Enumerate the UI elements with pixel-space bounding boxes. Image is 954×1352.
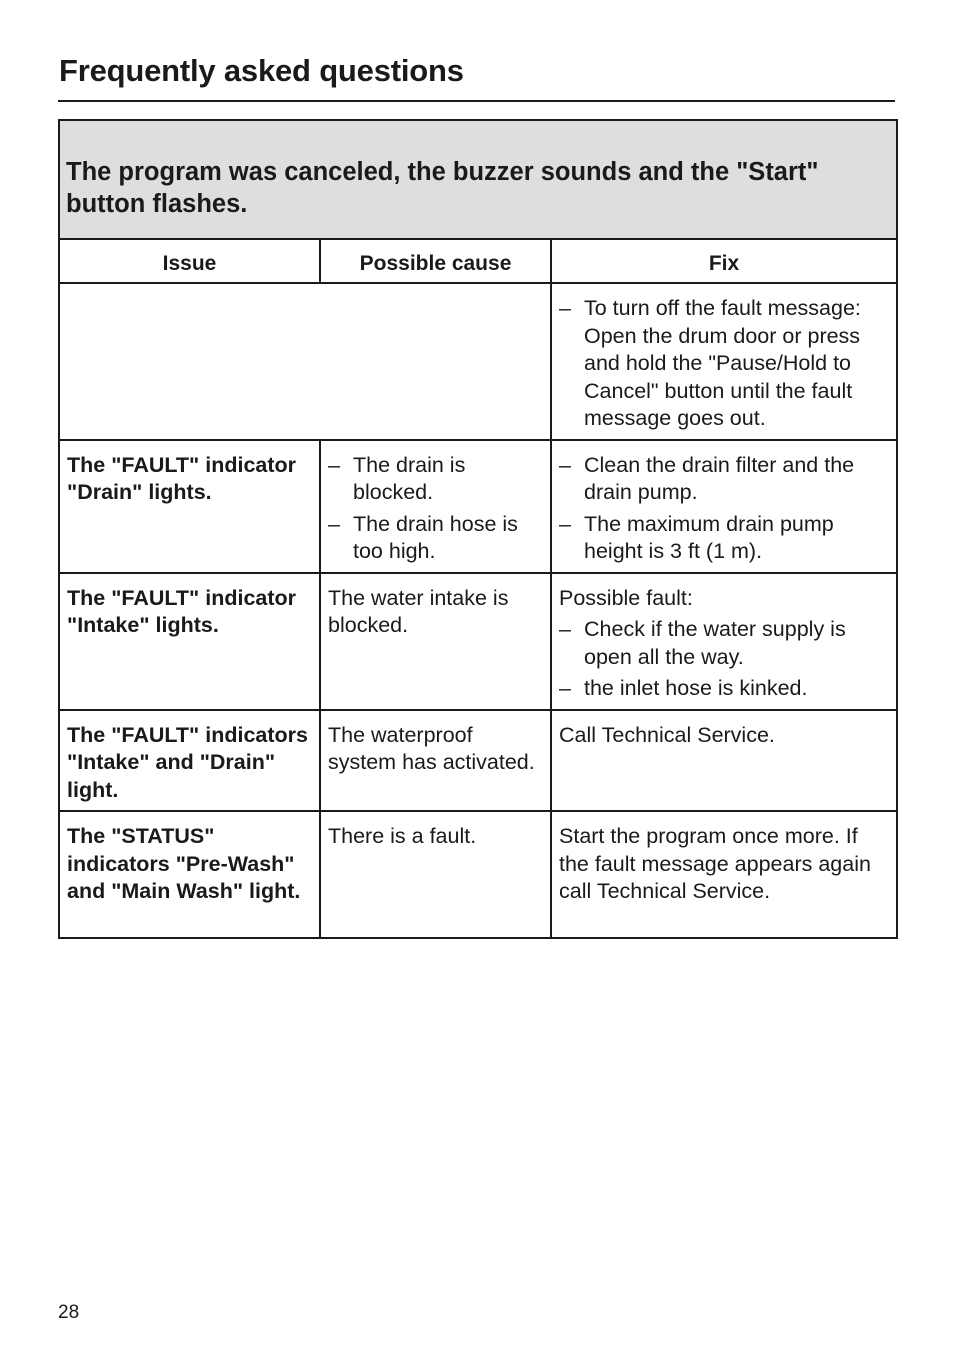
issue-cell: The "FAULT" indicator "Drain" lights. xyxy=(59,440,320,573)
list-item: – Clean the drain filter and the drain pump. xyxy=(559,452,890,507)
table-row xyxy=(59,440,897,573)
cause-cell: The waterproof system has activated. xyxy=(320,710,551,812)
fix-cell xyxy=(551,283,897,440)
page-title: Frequently asked questions xyxy=(59,53,464,88)
cause-cell: There is a fault. xyxy=(320,811,551,938)
fix-list xyxy=(559,616,890,703)
banner-row xyxy=(59,120,897,239)
list-item: – The drain hose is too high. xyxy=(328,511,544,566)
page-number: 28 xyxy=(58,1302,80,1323)
fix-intro: Possible fault: xyxy=(559,585,693,610)
column-header-issue: Issue xyxy=(59,239,320,283)
list-item: – To turn off the fault message: Open the drum door or press and hold the "Pause/Hold to Cancel" button until the fault message goes out. xyxy=(559,295,890,433)
table-row xyxy=(59,710,897,812)
cause-cell: The water intake is blocked. xyxy=(320,573,551,710)
cause-cell xyxy=(320,440,551,573)
list-item: – Check if the water supply is open all the way. xyxy=(559,616,890,671)
issue-cell: The "FAULT" indicators "Intake" and "Drain" light. xyxy=(59,710,320,812)
table-row-general xyxy=(59,283,897,440)
problem-banner xyxy=(59,120,897,239)
faq-table xyxy=(58,119,898,939)
fix-list xyxy=(559,452,890,566)
list-item: – The maximum drain pump height is 3 ft (1 m). xyxy=(559,511,890,566)
list-item: – The drain is blocked. xyxy=(328,452,544,507)
issue-cell: The "FAULT" indicator "Intake" lights. xyxy=(59,573,320,710)
fix-list xyxy=(559,295,890,433)
issue-cell: The "STATUS" indicators "Pre-Wash" and "Main Wash" light. xyxy=(59,811,320,938)
fix-cell xyxy=(551,440,897,573)
list-item: – the inlet hose is kinked. xyxy=(559,675,890,703)
title-divider xyxy=(58,100,895,102)
cause-list xyxy=(328,452,544,566)
header-row xyxy=(59,239,897,283)
table-row xyxy=(59,811,897,938)
table-row xyxy=(59,573,897,710)
column-header-cause: Possible cause xyxy=(320,239,551,283)
empty-cell xyxy=(59,283,551,440)
fix-cell xyxy=(551,573,897,710)
fix-cell: Call Technical Service. xyxy=(551,710,897,812)
fix-cell: Start the program once more. If the fault message appears again call Technical Service. xyxy=(551,811,897,938)
problem-banner-text: The program was canceled, the buzzer sounds and the "Start" button flashes. xyxy=(66,157,819,218)
column-header-fix: Fix xyxy=(551,239,897,283)
